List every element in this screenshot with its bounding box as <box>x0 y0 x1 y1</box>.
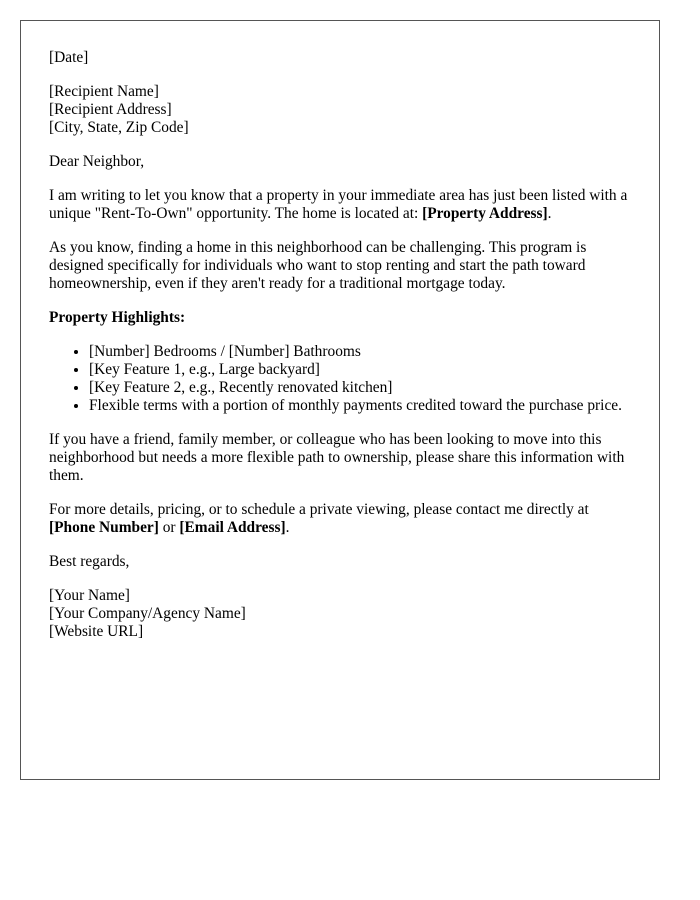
email-address: [Email Address] <box>179 519 286 536</box>
phone-number: [Phone Number] <box>49 519 159 536</box>
highlight-item: • [Number] Bedrooms / [Number] Bathrooms <box>89 343 631 361</box>
property-address: [Property Address] <box>422 205 548 222</box>
closing: Best regards, <box>49 553 130 570</box>
contact-text: For more details, pricing, or to schedule a private viewing, please contact me directly at <box>49 501 589 518</box>
highlight-item: • [Key Feature 1, e.g., Large backyard] <box>89 361 631 379</box>
recipient-city-state-zip: [City, State, Zip Code] <box>49 119 189 136</box>
highlight-item: • [Key Feature 2, e.g., Recently renovated kitchen] <box>89 379 631 397</box>
contact-paragraph <box>49 501 631 537</box>
signature-website: [Website URL] <box>49 623 144 640</box>
recipient-address: [Recipient Address] <box>49 101 172 118</box>
highlights-list <box>49 343 631 415</box>
signature-company: [Your Company/Agency Name] <box>49 605 246 622</box>
paragraph-challenge: As you know, finding a home in this neighborhood can be challenging. This program is designed specifically for individuals who want to stop renting and start the path toward homeownership, even if they aren't ready for a traditional mortgage today. <box>49 239 587 292</box>
recipient-block <box>49 83 631 137</box>
highlight-item: • Flexible terms with a portion of monthly payments credited toward the purchase price. <box>89 397 631 415</box>
intro-paragraph <box>49 187 631 223</box>
highlights-heading-text: Property Highlights: <box>49 309 186 326</box>
intro-text: I am writing to let you know that a property in your immediate area has just been listed with a unique "Rent-To-Own" opportunity. The home is located at: <box>49 187 628 222</box>
paragraph-share: If you have a friend, family member, or colleague who has been looking to move into this neighborhood but needs a more flexible path to ownership, please share this information with them. <box>49 431 625 484</box>
salutation: Dear Neighbor, <box>49 153 145 170</box>
signature-block <box>49 587 631 641</box>
letter-date: [Date] <box>49 49 89 66</box>
signature-name: [Your Name] <box>49 587 130 604</box>
recipient-name: [Recipient Name] <box>49 83 159 100</box>
letter-page <box>20 20 660 780</box>
contact-end: . <box>285 519 290 536</box>
intro-end: . <box>547 205 552 222</box>
contact-or: or <box>158 519 180 536</box>
highlights-heading <box>49 309 631 327</box>
